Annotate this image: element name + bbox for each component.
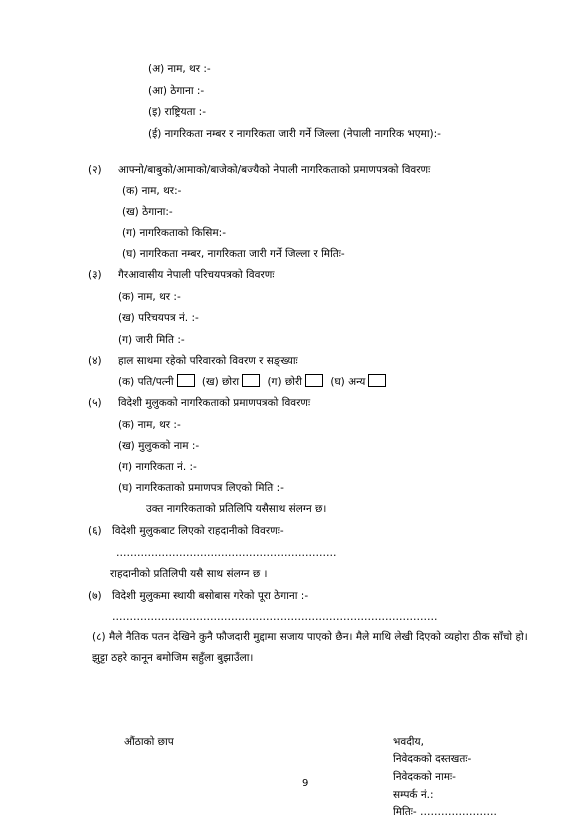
option-daughter-label: (ग) छोरी xyxy=(267,376,302,388)
sec3-item-card: (ख) परिचयपत्र नं. :- xyxy=(118,312,199,324)
sec5-item-name: (क) नाम, थर :- xyxy=(118,419,181,431)
sec4-title: हाल साथमा रहेको परिवारको विवरण र सङ्ख्याः xyxy=(118,355,298,367)
sec2-number: (२) xyxy=(88,164,102,176)
sec6-note: राहदानीको प्रतिलिपी यसै साथ संलग्न छ । xyxy=(110,568,268,580)
option-son-label: (ख) छोरा xyxy=(201,376,240,388)
sec5-item-date: (घ) नागरिकताको प्रमाणपत्र लिएको मिति :- xyxy=(118,482,284,494)
sec7-dotted-line: ………………………………………………………………………………… xyxy=(112,611,438,623)
page-number: 9 xyxy=(302,778,309,789)
sec4-number: (४) xyxy=(88,355,102,367)
sec5-note: उक्त नागरिकताको प्रतिलिपि यसैसाथ संलग्न छ। xyxy=(146,503,327,515)
applicant-signature-label: निवेदकको दस्तखतः- xyxy=(393,753,472,765)
thumbprint-label: औंठाको छाप xyxy=(124,736,174,748)
son-count-box[interactable] xyxy=(242,374,260,387)
sec1-name: (अ) नाम, थर :- xyxy=(148,63,211,75)
other-count-box[interactable] xyxy=(368,374,386,387)
sec5-item-number: (ग) नागरिकता नं. :- xyxy=(118,461,197,473)
sec2-title: आफ्नो/बाबुको/आमाको/बाजेको/बज्यैको नेपाली नागरिकताको प्रमाणपत्रको विवरणः xyxy=(118,164,431,176)
sec3-item-name: (क) नाम, थर :- xyxy=(118,291,181,303)
sec3-number: (३) xyxy=(88,269,102,281)
sec5-number: (५) xyxy=(88,397,102,409)
sec3-title: गैरआवासीय नेपाली परिचयपत्रको विवरणः xyxy=(118,269,275,281)
sec6-dotted-line: ……………………………………………………… xyxy=(116,547,337,559)
sec1-address: (आ) ठेगाना :- xyxy=(148,85,205,97)
date-label: मितिः- …………………. xyxy=(393,806,497,818)
sec8-declaration: (८) मैले नैतिक पतन देखिने कुनै फौजदारी मुद्दामा सजाय पाएको छैन। मैले माथि लेखी दिएको व्यहोरा ठीक साँचो हो। झुट्टा ठहरे कानून बमोजिम सहुँला बुझाउँला। xyxy=(92,631,528,664)
sec6-title: विदेशी मुलुकबाट लिएको राहदानीको विवरणः- xyxy=(112,525,284,537)
applicant-name-label: निवेदकको नामः- xyxy=(393,771,456,783)
sec3-item-date: (ग) जारी मिति :- xyxy=(118,334,185,346)
sec5-title: विदेशी मुलुकको नागरिकताको प्रमाणपत्रको विवरणः xyxy=(118,397,311,409)
sec4-family-options xyxy=(118,374,390,389)
sec7-number: (७) xyxy=(88,590,102,602)
sec2-item-address: (ख) ठेगाना:- xyxy=(122,206,173,218)
daughter-count-box[interactable] xyxy=(305,374,323,387)
regards-text: भवदीय, xyxy=(393,736,424,748)
sec7-title: विदेशी मुलुकमा स्थायी बसोबास गरेको पूरा ठेगाना :- xyxy=(112,590,309,602)
sec1-nationality: (इ) राष्ट्रियता :- xyxy=(148,106,207,118)
sec5-item-country: (ख) मुलुकको नाम :- xyxy=(118,440,200,452)
sec2-item-type: (ग) नागरिकताको किसिम:- xyxy=(122,227,227,239)
option-other-label: (घ) अन्य xyxy=(330,376,366,388)
contact-number-label: सम्पर्क नं.: xyxy=(393,789,434,801)
sec6-number: (६) xyxy=(88,525,102,537)
option-spouse-label: (क) पति/पत्नी xyxy=(118,376,174,388)
sec2-item-name: (क) नाम, थर:- xyxy=(122,185,182,197)
spouse-count-box[interactable] xyxy=(177,374,195,387)
sec1-citizenship-number: (ई) नागरिकता नम्बर र नागरिकता जारी गर्ने जिल्ला (नेपाली नागरिक भएमा):- xyxy=(148,128,441,140)
sec2-item-number: (घ) नागरिकता नम्बर, नागरिकता जारी गर्ने जिल्ला र मितिः- xyxy=(122,248,345,260)
